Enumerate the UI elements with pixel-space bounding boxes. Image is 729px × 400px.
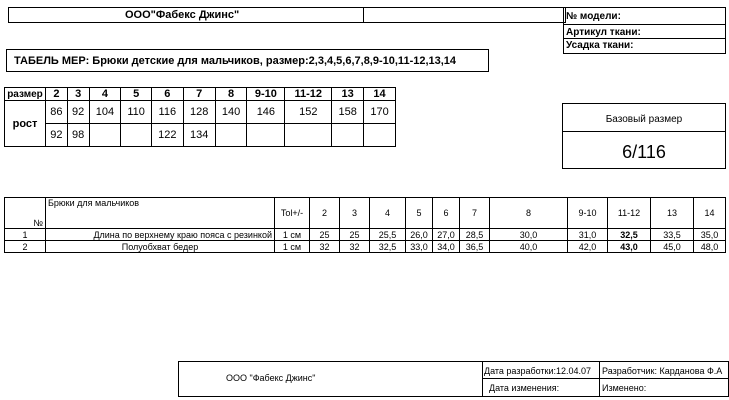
spec-value: 40,0 — [490, 241, 568, 253]
height-cell: 98 — [67, 124, 89, 147]
height-cell: 104 — [89, 101, 121, 124]
spec-value-base: 32,5 — [608, 229, 651, 241]
size-cell: 3 — [67, 88, 89, 101]
fabric-article-label: Артикул ткани: — [566, 27, 641, 38]
footer-divider-2 — [599, 361, 600, 397]
spec-value: 32,5 — [370, 241, 406, 253]
base-size-divider — [562, 131, 726, 132]
height-cell: 128 — [183, 101, 215, 124]
height-cell — [89, 124, 121, 147]
height-cell: 92 — [67, 101, 89, 124]
height-cell — [121, 124, 152, 147]
spec-value: 48,0 — [694, 241, 726, 253]
spec-row-tol: 1 см — [275, 241, 310, 253]
size-label: размер — [5, 88, 46, 101]
model-number-label: № модели: — [566, 11, 621, 22]
change-date: Дата изменения: — [489, 383, 560, 393]
size-cell: 9-10 — [247, 88, 285, 101]
base-size-label: Базовый размер — [605, 114, 683, 125]
size-cell: 14 — [364, 88, 396, 101]
header-divider — [363, 7, 364, 23]
height-cell — [247, 124, 285, 147]
spec-row-name: Полуобхват бедер — [46, 241, 275, 253]
height-cell: 170 — [364, 101, 396, 124]
height-cell: 158 — [332, 101, 364, 124]
footer-midline — [482, 378, 729, 379]
changed-by: Изменено: — [602, 383, 647, 393]
header-right-line-1 — [563, 24, 726, 25]
footer-divider-1 — [482, 361, 483, 397]
height-cell: 122 — [151, 124, 183, 147]
size-cell: 11-12 — [285, 88, 332, 101]
spec-size-header: 13 — [651, 198, 694, 229]
spec-number-label: № — [33, 218, 43, 228]
spec-value: 33,5 — [651, 229, 694, 241]
height-cell: 134 — [183, 124, 215, 147]
spec-value: 25,5 — [370, 229, 406, 241]
spec-number-header — [5, 198, 46, 229]
size-cell: 8 — [215, 88, 247, 101]
measurement-spec-table — [4, 197, 726, 253]
header-company-name: ООО"Фабекс Джинс" — [125, 9, 240, 21]
spec-name-label: Брюки для мальчиков — [48, 198, 140, 208]
height-cell: 92 — [46, 124, 68, 147]
height-cell — [215, 124, 247, 147]
spec-row-tol: 1 см — [275, 229, 310, 241]
development-date: Дата разработки:12.04.07 — [484, 366, 592, 376]
size-cell: 2 — [46, 88, 68, 101]
spec-size-header: 14 — [694, 198, 726, 229]
spec-size-header: 6 — [433, 198, 460, 229]
spec-size-header: 11-12 — [608, 198, 651, 229]
spec-size-header: 8 — [490, 198, 568, 229]
height-cell: 86 — [46, 101, 68, 124]
spec-value: 35,0 — [694, 229, 726, 241]
height-cell: 110 — [121, 101, 152, 124]
size-cell: 13 — [332, 88, 364, 101]
spec-value: 25 — [340, 229, 370, 241]
height-cell: 152 — [285, 101, 332, 124]
spec-row-number: 1 — [5, 229, 46, 241]
fabric-shrinkage-label: Усадка ткани: — [566, 40, 634, 51]
spec-tol-header: Tol+/- — [275, 198, 310, 229]
size-cell: 4 — [89, 88, 121, 101]
height-cell: 116 — [151, 101, 183, 124]
spec-value: 32 — [340, 241, 370, 253]
spec-value: 25 — [310, 229, 340, 241]
size-cell: 7 — [183, 88, 215, 101]
size-cell: 6 — [151, 88, 183, 101]
height-cell — [332, 124, 364, 147]
spec-value-base: 43,0 — [608, 241, 651, 253]
spec-value: 28,5 — [460, 229, 490, 241]
spec-value: 31,0 — [568, 229, 608, 241]
developer-name: Разработчик: Карданова Ф.А — [602, 366, 723, 376]
spec-value: 33,0 — [406, 241, 433, 253]
height-cell: 140 — [215, 101, 247, 124]
spec-row-number: 2 — [5, 241, 46, 253]
height-cell: 146 — [247, 101, 285, 124]
spec-value: 32 — [310, 241, 340, 253]
spec-value: 34,0 — [433, 241, 460, 253]
document-title: ТАБЕЛЬ МЕР: Брюки детские для мальчиков, размер:2,3,4,5,6,7,8,9-10,11-12,13,14 — [14, 55, 457, 67]
height-cell — [364, 124, 396, 147]
base-size-value: 6/116 — [622, 142, 666, 162]
spec-size-header: 5 — [406, 198, 433, 229]
height-cell — [285, 124, 332, 147]
spec-size-header: 7 — [460, 198, 490, 229]
spec-name-header — [46, 198, 275, 229]
spec-size-header: 3 — [340, 198, 370, 229]
spec-value: 30,0 — [490, 229, 568, 241]
spec-row-name: Длина по верхнему краю пояса с резинкой — [46, 229, 275, 241]
spec-value: 36,5 — [460, 241, 490, 253]
spec-value: 27,0 — [433, 229, 460, 241]
spec-value: 45,0 — [651, 241, 694, 253]
height-label: рост — [5, 101, 46, 147]
spec-value: 26,0 — [406, 229, 433, 241]
sizes-table — [4, 87, 396, 147]
spec-size-header: 4 — [370, 198, 406, 229]
header-right-line-2 — [563, 38, 726, 39]
spec-size-header: 2 — [310, 198, 340, 229]
spec-size-header: 9-10 — [568, 198, 608, 229]
footer-company-name: ООО "Фабекс Джинс" — [226, 373, 316, 383]
header-company-box — [8, 7, 566, 23]
size-cell: 5 — [121, 88, 152, 101]
spec-value: 42,0 — [568, 241, 608, 253]
